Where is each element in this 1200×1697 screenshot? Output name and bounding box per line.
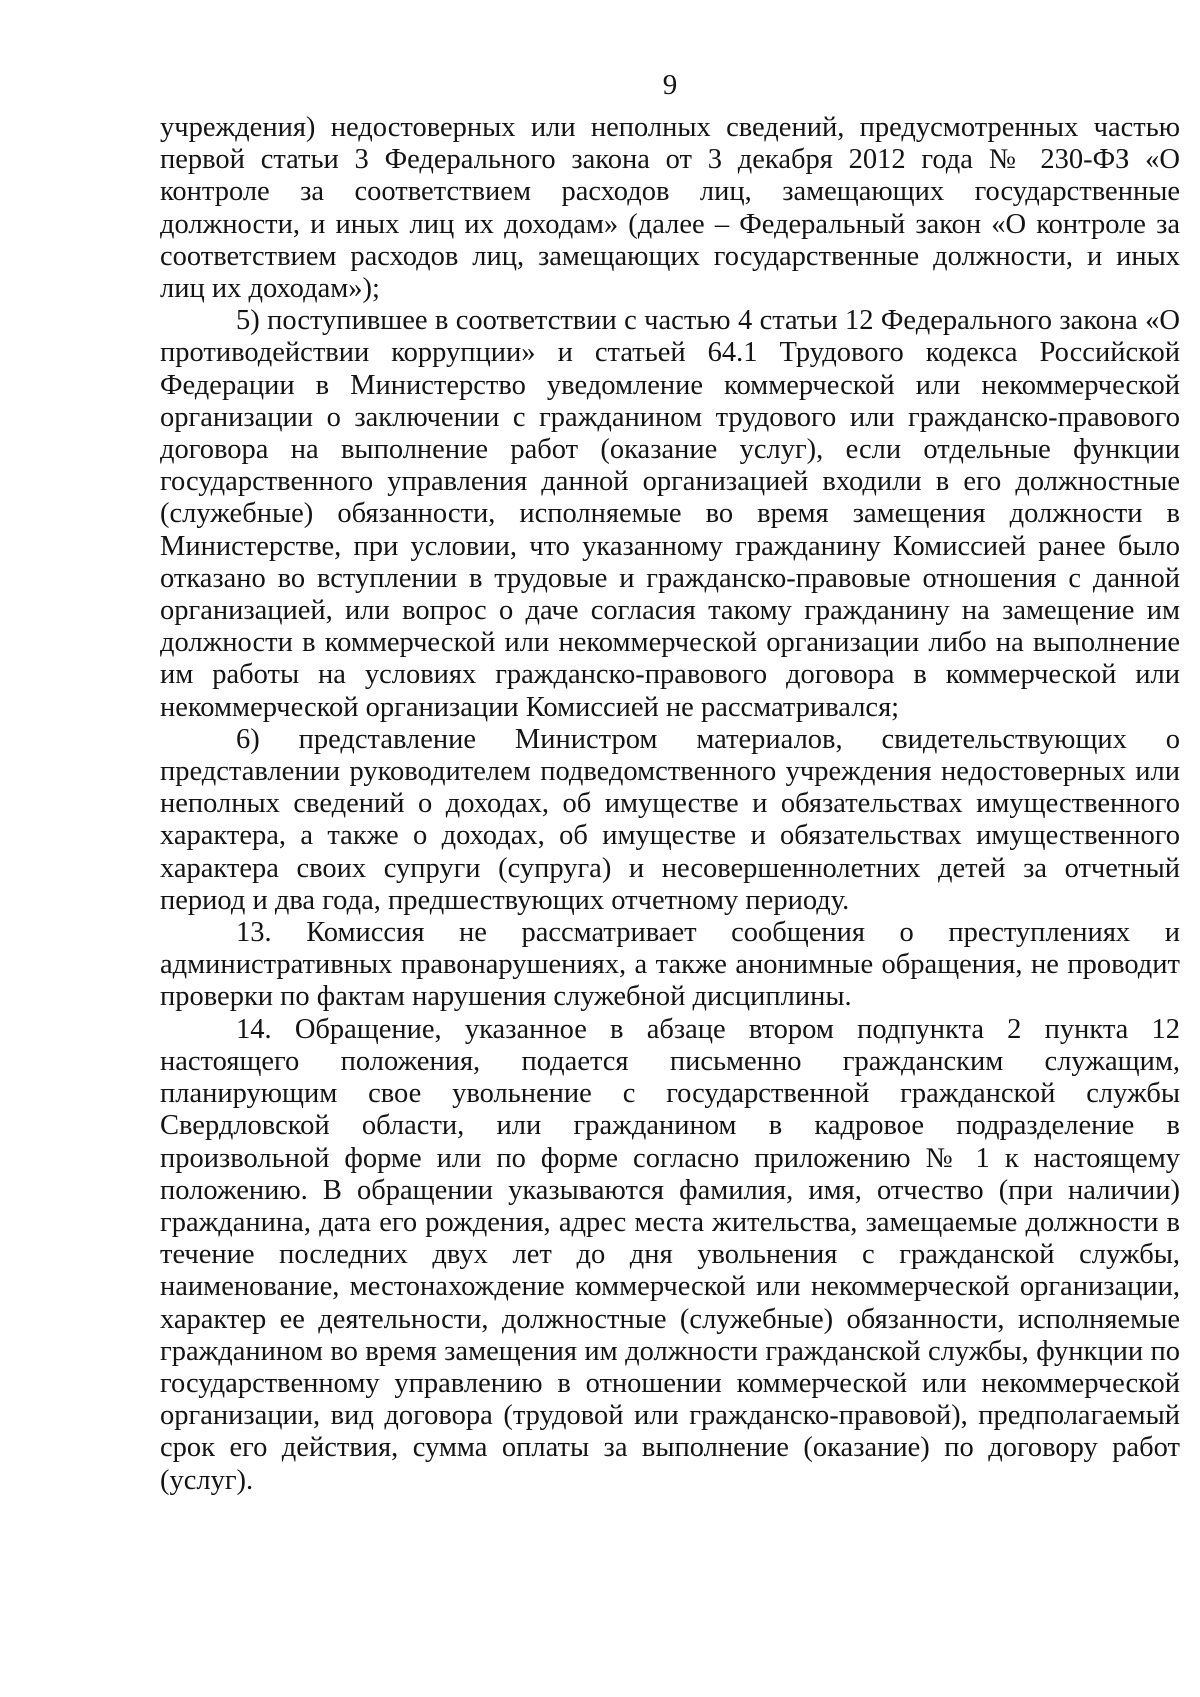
page-number: 9 xyxy=(662,69,678,101)
paragraph-item-6: 6) представление Министром материалов, свидетельствующих о представлении руководителем подведомственного учреждения недостоверных или неполных сведений о доходах, об имуществе и обязательствах имущественного характера, а также о доходах, об имуществе и обязательствах имущественного характера своих супруги (супруга) и несовершеннолетних детей за отчетный период и два года, предшествующих отчетному периоду. xyxy=(160,723,1180,916)
paragraph-item-5: 5) поступившее в соответствии с частью 4 статьи 12 Федерального закона «О противодействии коррупции» и статьей 64.1 Трудового кодекса Российской Федерации в Министерство уведомление коммерческой или некоммерческой организации о заключении с гражданином трудового или гражданско-правового договора на выполнение работ (оказание услуг), если отдельные функции государственного управления данной организацией входили в его должностные (служебные) обязанности, исполняемые во время замещения должности в Министерстве, при условии, что указанному гражданину Комиссией ранее было отказано во вступлении в трудовые и гражданско-правовые отношения с данной организацией, или вопрос о даче согласия такому гражданину на замещение им должности в коммерческой или некоммерческой организации либо на выполнение им работы на условиях гражданско-правового договора в коммерческой или некоммерческой организации Комиссией не рассматривался; xyxy=(160,305,1180,723)
paragraph-continuation: учреждения) недостоверных или неполных сведений, предусмотренных частью первой статьи 3 Федерального закона от 3 декабря 2012 года № 230-ФЗ «О контроле за соответствием расходов лиц, замещающих государственные должности, и иных лиц их доходам» (далее – Федеральный закон «О контроле за соответствием расходов лиц, замещающих государственные должности, и иных лиц их доходам»); xyxy=(160,112,1180,305)
paragraph-clause-13: 13. Комиссия не рассматривает сообщения о преступлениях и административных правонарушениях, а также анонимные обращения, не проводит проверки по фактам нарушения служебной дисциплины. xyxy=(160,917,1180,1013)
document-body xyxy=(160,112,1180,1497)
paragraph-clause-14: 14. Обращение, указанное в абзаце втором подпункта 2 пункта 12 настоящего положения, подается письменно гражданским служащим, планирующим свое увольнение с государственной гражданской службы Свердловской области, или гражданином в кадровое подразделение в произвольной форме или по форме согласно приложению № 1 к настоящему положению. В обращении указываются фамилия, имя, отчество (при наличии) гражданина, дата его рождения, адрес места жительства, замещаемые должности в течение последних двух лет до дня увольнения с гражданской службы, наименование, местонахождение коммерческой или некоммерческой организации, характер ее деятельности, должностные (служебные) обязанности, исполняемые гражданином во время замещения им должности гражданской службы, функции по государственному управлению в отношении коммерческой или некоммерческой организации, вид договора (трудовой или гражданско-правовой), предполагаемый срок его действия, сумма оплаты за выполнение (оказание) по договору работ (услуг). xyxy=(160,1013,1180,1496)
